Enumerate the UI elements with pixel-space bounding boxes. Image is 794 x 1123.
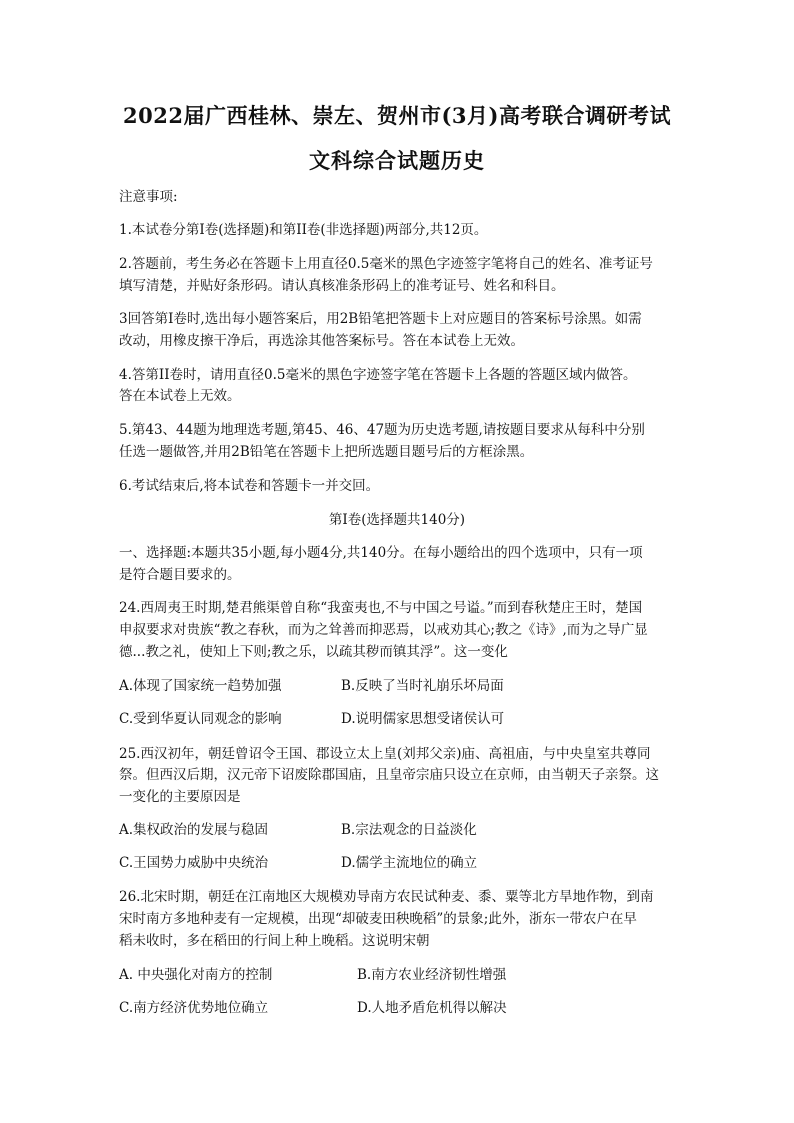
question-26-option-b: B.南方农业经济韧性增强 [357, 967, 507, 983]
question-25-option-c: C.王国势力威胁中央统治 [119, 855, 269, 871]
question-25-option-b: B.宗法观念的日益淡化 [341, 822, 477, 838]
notice-item-5-line-2: 任选一题做答,并用2B铅笔在答题卡上把所选题目题号后的方框涂黑。 [119, 444, 534, 460]
notice-heading: 注意事项: [119, 189, 178, 205]
question-25-option-a: A.集权政治的发展与稳固 [119, 822, 269, 838]
section-title: 第Ⅰ卷(选择题共140分) [328, 512, 466, 528]
notice-item-2-line-1: 2.答题前，考生务必在答题卡上用直径0.5毫米的黑色字迹签字笔将自己的姓名、准考证号 [119, 256, 653, 272]
question-26-option-c: C.南方经济优势地位确立 [119, 1000, 269, 1016]
question-24-option-b: B.反映了当时礼崩乐坏局面 [341, 678, 504, 694]
question-24-line-2: 申叔要求对贵族“教之春秋，而为之耸善而抑恶焉，以戒劝其心;教之《诗》,而为之导广显 [119, 622, 648, 638]
notice-item-4-line-2: 答在本试卷上无效。 [119, 388, 241, 404]
section-instruction-line-1: 一、选择题:本题共35小题,每小题4分,共140分。在每小题给出的四个选项中，只有一项 [119, 545, 643, 561]
question-26-line-3: 稻未收时，多在稻田的行间上种上晚稻。这说明宋朝 [119, 933, 430, 949]
question-26-line-1: 26.北宋时期，朝廷在江南地区大规模劝导南方农民试种麦、黍、粟等北方旱地作物，到南 [119, 889, 654, 905]
question-26-option-d: D.人地矛盾危机得以解决 [357, 1000, 507, 1016]
question-26-line-2: 宋时南方多地种麦有一定规模，出现“却破麦田秧晚稻”的景象;此外，浙东一带农户在早 [119, 911, 637, 927]
notice-item-3-line-1: 3回答第Ⅰ卷时,选出每小题答案后，用2B铅笔把答题卡上对应题目的答案标号涂黑。如需 [119, 311, 642, 327]
question-25-line-1: 25.西汉初年，朝廷曾诏令王国、郡设立太上皇(刘邦父亲)庙、高祖庙，与中央皇室共尊同 [119, 746, 651, 762]
question-24-option-c: C.受到华夏认同观念的影响 [119, 711, 282, 727]
question-25-option-d: D.儒学主流地位的确立 [341, 855, 478, 871]
notice-item-6: 6.考试结束后,将本试卷和答题卡一并交回。 [119, 478, 380, 494]
section-instruction-line-2: 是符合题目要求的。 [119, 567, 241, 583]
notice-item-1: 1.本试卷分第Ⅰ卷(选择题)和第II卷(非选择题)两部分,共12页。 [119, 222, 488, 238]
question-26-option-a: A. 中央强化对南方的控制 [119, 967, 273, 983]
question-25-line-3: 一变化的主要原因是 [119, 789, 241, 805]
question-24-option-a: A.体现了国家统一趋势加强 [119, 678, 282, 694]
page-subtitle: 文科综合试题历史 [309, 148, 485, 173]
question-25-line-2: 祭。但西汉后期，汉元帝下诏废除郡国庙，且皇帝宗庙只设立在京师，由当朝天子亲祭。这 [119, 767, 659, 783]
notice-item-5-line-1: 5.第43、44题为地理选考题,第45、46、47题为历史选考题,请按题目要求从每科中分别 [119, 422, 645, 438]
notice-item-4-line-1: 4.答第II卷时，请用直径0.5毫米的黑色字迹签字笔在答题卡上各题的答题区域内做答。 [119, 367, 637, 383]
notice-item-3-line-2: 改动，用橡皮擦干净后，再选涂其他答案标号。答在本试卷上无效。 [119, 333, 524, 349]
notice-item-2-line-2: 填写清楚，并贴好条形码。请认真核准条形码上的准考证号、姓名和科目。 [119, 278, 565, 294]
page-title: 2022届广西桂林、崇左、贺州市(3月)高考联合调研考试 [123, 103, 671, 128]
question-24-option-d: D.说明儒家思想受诸侯认可 [341, 711, 505, 727]
question-24-line-1: 24.西周夷王时期,楚君熊渠曾自称“我蛮夷也,不与中国之号谥。”而到春秋楚庄王时，楚国 [119, 600, 643, 616]
question-24-line-3: 德...教之礼，使知上下则;教之乐，以疏其秽而镇其浮”。这一变化 [119, 644, 508, 660]
